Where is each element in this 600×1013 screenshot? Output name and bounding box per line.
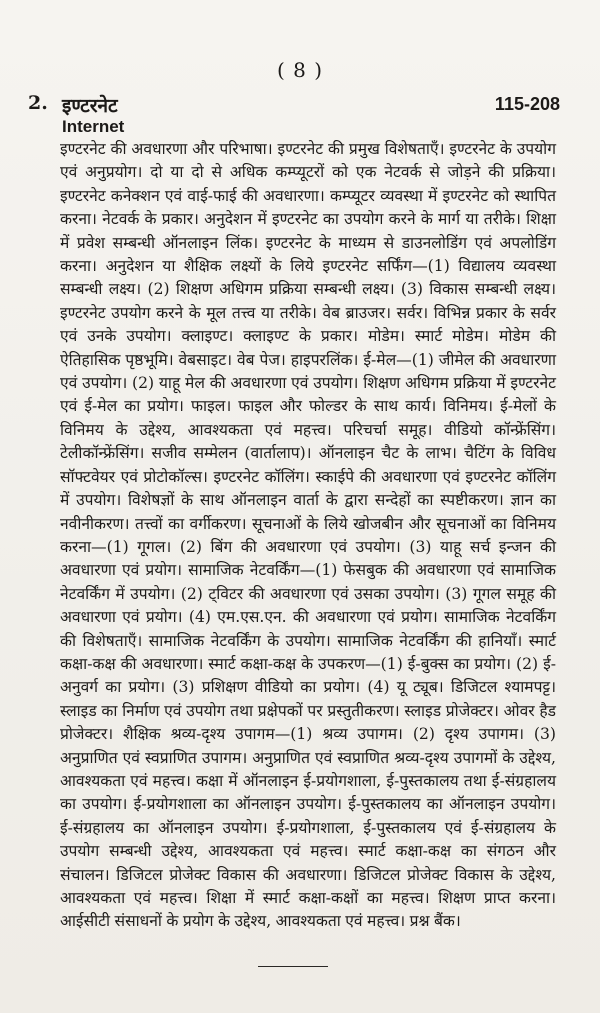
chapter-number: 2.: [28, 92, 48, 114]
end-divider: [258, 966, 328, 967]
chapter-subtitle: Internet: [62, 117, 125, 136]
chapter-syllabus-text: इण्टरनेट की अवधारणा और परिभाषा। इण्टरनेट की प्रमुख विशेषताएँ। इण्टरनेट के उपयोग एवं अनुप्रयोग। दो या दो से अधिक कम्प्यूटरों को एक नेटवर्क से जोड़ने की प्रक्रिया। इण्टरनेट कनेक्शन एवं वाई-फाई की अवधारणा। कम्प्यूटर व्यवस्था में इण्टरनेट को स्थापित करना। नेटवर्क के प्रकार। अनुदेशन में इण्टरनेट का उपयोग करने के मार्ग या तरीके। शिक्षा में प्रवेश सम्बन्धी ऑनलाइन लिंक। इण्टरनेट के माध्यम से डाउनलोडिंग एवं अपलोडिंग करना। अनुदेशन या शैक्षिक लक्ष्यों के लिये इण्टरनेट सर्फिंग—(1) विद्यालय व्यवस्था सम्बन्धी लक्ष्य। (2) शिक्षण अधिगम प्रक्रिया सम्बन्धी लक्ष्य। (3) विकास सम्बन्धी लक्ष्य। इण्टरनेट उपयोग करने के मूल तत्त्व या तरीके। वेब ब्राउजर। सर्वर। विभिन्न प्रकार के सर्वर एवं उनके उपयोग। क्लाइण्ट। क्लाइण्ट के प्रकार। मोडेम। स्मार्ट मोडेम। मोडेम की ऐतिहासिक पृष्ठभूमि। वेबसाइट। वेब पेज। हाइपरलिंक। ई-मेल—(1) जीमेल की अवधारणा एवं उपयोग। (2) याहू मेल की अवधारणा एवं उपयोग। शिक्षण अधिगम प्रक्रिया में इण्टरनेट एवं ई-मेल का प्रयोग। फाइल। फाइल और फोल्डर के साथ कार्य। विनिमय। ई-मेलों के विनिमय के उद्देश्य, आवश्यकता एवं महत्त्व। परिचर्चा समूह। वीडियो कॉन्फ्रेंसिंग। टेलीकॉन्फ्रेंसिंग। सजीव सम्मेलन (वार्तालाप)। ऑनलाइन चैट के लाभ। चैटिंग के विविध सॉफ्टवेयर एवं प्रोटोकॉल्स। इण्टरनेट कॉलिंग। स्काईपे की अवधारणा एवं इण्टरनेट कॉलिंग में उपयोग। विशेषज्ञों के साथ ऑनलाइन वार्ता के द्वारा सन्देहों का स्पष्टीकरण। ज्ञान का नवीनीकरण। तत्त्वों का वर्गीकरण। सूचनाओं के लिये खोजबीन और सूचनाओं का विनिमय करना—(1) गूगल। (2) बिंग की अवधारणा एवं उपयोग। (3) याहू सर्च इन्जन की अवधारणा एवं प्रयोग। सामाजिक नेटवर्किंग—(1) फेसबुक की अवधारणा एवं सामाजिक नेटवर्किंग में उपयोग। (2) ट्विटर की अवधारणा एवं उसका उपयोग। (3) गूगल समूह की अवधारणा एवं प्रयोग। (4) एम.एस.एन. की अवधारणा एवं प्रयोग। सामाजिक नेटवर्किंग की विशेषताएँ। सामाजिक नेटवर्किंग के उपयोग। सामाजिक नेटवर्किंग की हानियाँ। स्मार्ट कक्षा-कक्ष की अवधारणा। स्मार्ट कक्षा-कक्ष के उपकरण—(1) ई-बुक्स का प्रयोग। (2) ई-अनुवर्ग का प्रयोग। (3) प्रशिक्षण वीडियो का प्रयोग। (4) यू ट्यूब। डिजिटल श्यामपट्ट। स्लाइड का निर्माण एवं उपयोग तथा प्रक्षेपकों पर प्रस्तुतीकरण। स्लाइड प्रोजेक्टर। ओवर हैड प्रोजेक्टर। शैक्षिक श्रव्य-दृश्य उपागम—(1) श्रव्य उपागम। (2) दृश्य उपागम। (3) अनुप्राणित एवं स्वप्राणित उपागम। अनुप्राणित एवं स्वप्राणित श्रव्य-दृश्य उपागमों के उद्देश्य, आवश्यकता एवं महत्त्व। कक्षा में ऑनलाइन ई-प्रयोगशाला, ई-पुस्तकालय तथा ई-संग्रहालय का उपयोग। ई-प्रयोगशाला का ऑनलाइन उपयोग। ई-पुस्तकालय का ऑनलाइन उपयोग। ई-संग्रहालय का ऑनलाइन उपयोग। ई-प्रयोगशाला, ई-पुस्तकालय एवं ई-संग्रहालय के उपयोग सम्बन्धी उद्देश्य, आवश्यकता एवं महत्त्व। स्मार्ट कक्षा-कक्ष का संगठन और संचालन। डिजिटल प्रोजेक्ट विकास की अवधारणा। डिजिटल प्रोजेक्ट विकास के उद्देश्य, आवश्यकता एवं महत्त्व। शिक्षा में स्मार्ट कक्षा-कक्षों का महत्त्व। शिक्षण प्राप्त करना। आईसीटी संसाधनों के प्रयोग के उद्देश्य, आवश्यकता एवं महत्त्व। प्रश्न बैंक।: [60, 140, 556, 931]
chapter-title: इण्टरनेट: [62, 95, 118, 117]
page-number: ( 8 ): [276, 58, 324, 82]
chapter-page-range: 115-208: [494, 94, 560, 114]
